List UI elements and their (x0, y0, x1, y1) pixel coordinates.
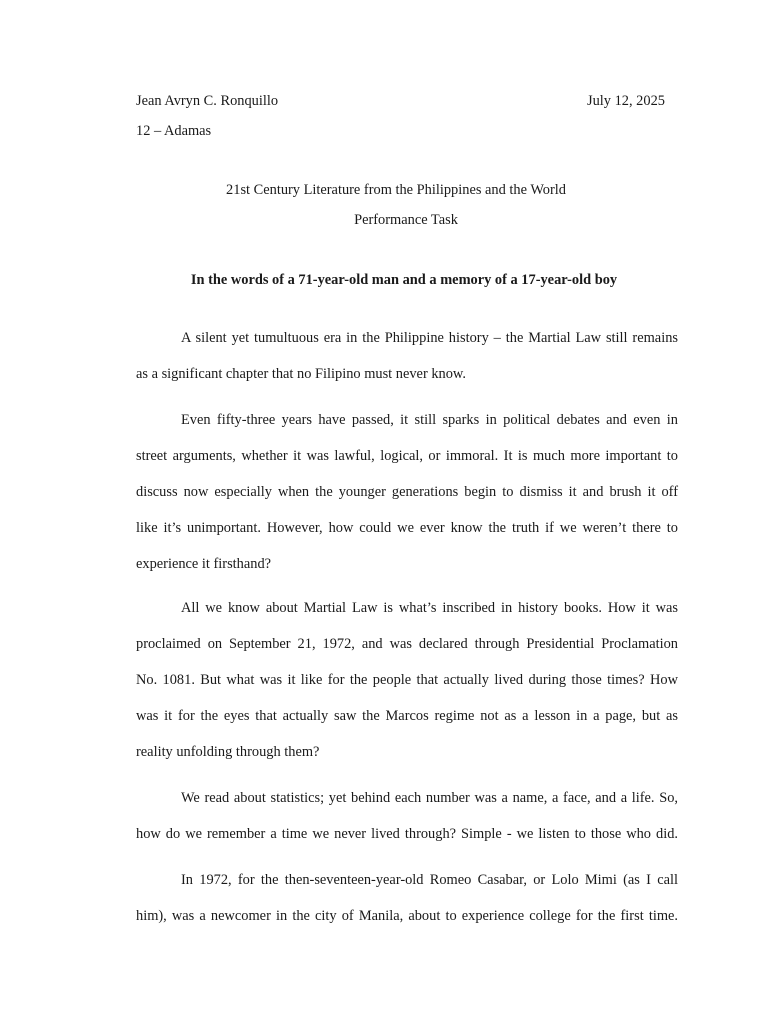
paragraph-line: how do we remember a time we never lived through? Simple - we listen to those who did. (136, 826, 678, 842)
paragraph-line: discuss now especially when the younger generations begin to dismiss it and brush it off (136, 484, 678, 500)
paragraph-line: We read about statistics; yet behind each number was a name, a face, and a life. So, (181, 790, 678, 806)
paragraph-line: him), was a newcomer in the city of Manila, about to experience college for the first time. (136, 908, 678, 924)
document-date: July 12, 2025 (587, 93, 665, 109)
paragraph-line: experience it firsthand? (136, 556, 272, 572)
paragraph-line: reality unfolding through them? (136, 744, 320, 760)
paragraph-line: proclaimed on September 21, 1972, and was declared through Presidential Proclamation (136, 636, 678, 652)
paragraph-2 (136, 402, 678, 582)
paragraph-1 (136, 320, 678, 392)
paragraph-3 (136, 590, 678, 770)
paragraph-line: as a significant chapter that no Filipino must never know. (136, 366, 466, 382)
paragraph-5 (136, 862, 678, 934)
paragraph-line: like it’s unimportant. However, how could we ever know the truth if we weren’t there to (136, 520, 678, 536)
paragraph-line: was it for the eyes that actually saw the Marcos regime not as a lesson in a page, but as (136, 708, 678, 724)
task-label: Performance Task (354, 212, 458, 228)
paragraph-4 (136, 780, 678, 852)
paragraph-line: All we know about Martial Law is what’s inscribed in history books. How it was (181, 600, 678, 616)
paragraph-line: In 1972, for the then-seventeen-year-old Romeo Casabar, or Lolo Mimi (as I call (181, 872, 678, 888)
essay-title: In the words of a 71-year-old man and a memory of a 17-year-old boy (190, 272, 618, 288)
class-section: 12 – Adamas (136, 123, 212, 139)
course-title: 21st Century Literature from the Philippines and the World (226, 182, 566, 198)
paragraph-line: A silent yet tumultuous era in the Philippine history – the Martial Law still remains (181, 330, 678, 346)
author-name: Jean Avryn C. Ronquillo (136, 93, 279, 109)
paragraph-line: Even fifty-three years have passed, it still sparks in political debates and even in (181, 412, 678, 428)
paragraph-line: No. 1081. But what was it like for the people that actually lived during those times? How (136, 672, 678, 688)
paragraph-line: street arguments, whether it was lawful, logical, or immoral. It is much more important to (136, 448, 678, 464)
